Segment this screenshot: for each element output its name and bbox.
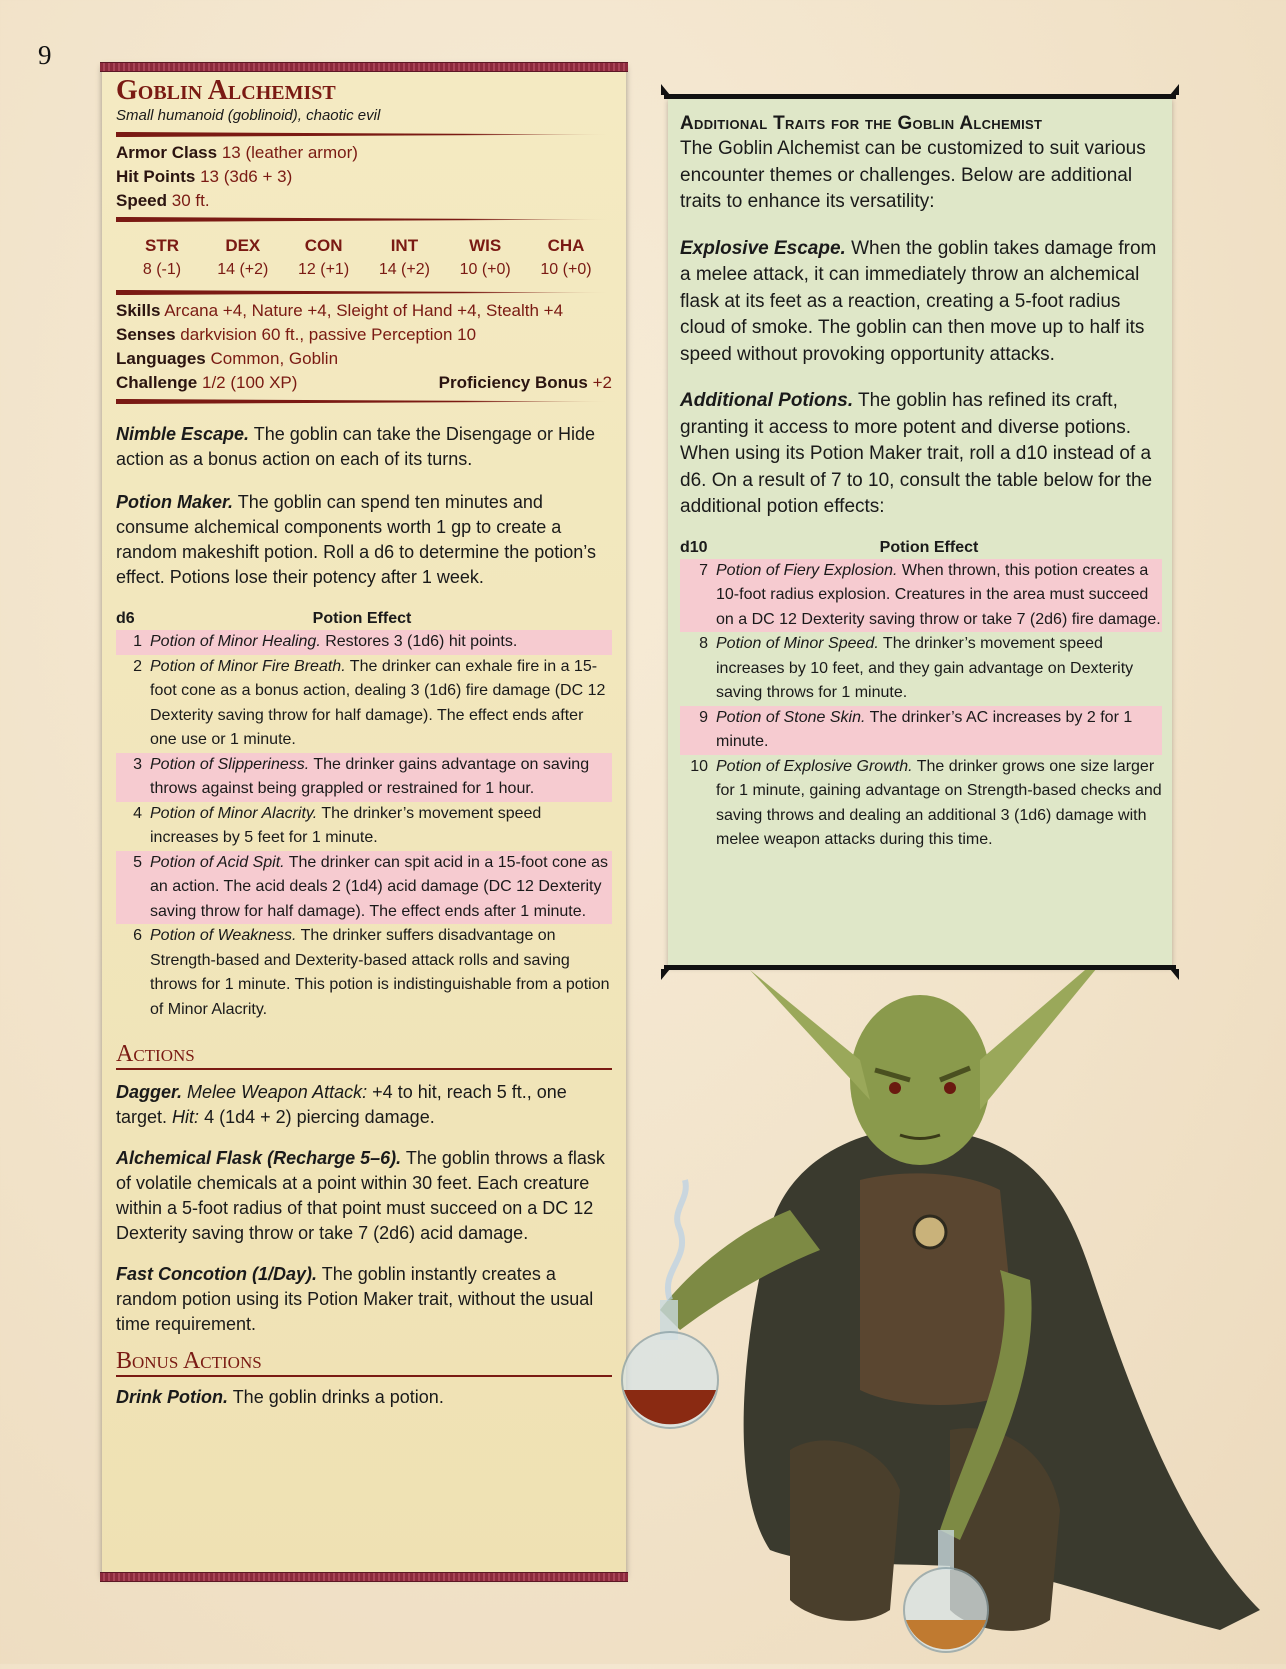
flask-right-liquid xyxy=(906,1620,986,1649)
goblin-eye-left xyxy=(889,1082,901,1094)
hit-points: Hit Points 13 (3d6 + 3) xyxy=(116,167,293,186)
table-row: 1 Potion of Minor Healing. Restores 3 (1d6) hit points. xyxy=(116,630,612,655)
bonus-action-drink-potion: Drink Potion. The goblin drinks a potion. xyxy=(116,1387,444,1407)
sidebar-potion-table xyxy=(680,559,1162,853)
action-dagger: Dagger. Melee Weapon Attack: +4 to hit, reach 5 ft., one target. Hit: 4 (1d4 + 2) piercing damage. xyxy=(116,1082,567,1127)
goblin-eye-right xyxy=(944,1082,956,1094)
actions-heading: Actions xyxy=(116,1040,612,1070)
divider xyxy=(116,217,612,222)
goblin-ear-left xyxy=(750,970,870,1100)
skills: Skills Arcana +4, Nature +4, Sleight of Hand +4, Stealth +4 xyxy=(116,301,564,320)
goblin-leg-left xyxy=(790,1440,900,1621)
trait-nimble-escape: Nimble Escape. The goblin can take the Disengage or Hide action as a bonus action on each of its turns. xyxy=(116,424,595,469)
divider xyxy=(116,399,612,404)
sidebar-table-header: d10 Potion Effect xyxy=(680,538,979,556)
trait-potion-maker: Potion Maker. The goblin can spend ten minutes and consume alchemical components worth 1 gp to create a random makeshift potion. Roll a d6 to determine the potion’s effect. Potions lose their potency after 1 week. xyxy=(116,492,596,587)
pendant-icon xyxy=(914,1216,946,1248)
flask-left-liquid xyxy=(624,1390,716,1424)
trait-additional-potions: Additional Potions. The goblin has refined its craft, granting it access to more potent and diverse potions. When using its Potion Maker trait, roll a d10 instead of a d6. On a result of 7 to 10, consult the table below for the additional potion effects: xyxy=(680,390,1153,517)
ability-int: INT 14 (+2) xyxy=(378,236,430,278)
table-row: 4 Potion of Minor Alacrity. The drinker’s movement speed increases by 5 feet for 1 minute. xyxy=(133,804,542,846)
trait-explosive-escape: Explosive Escape. When the goblin takes damage from a melee attack, it can immediately throw an alchemical flask at its feet as a reaction, creating a 5-foot radius cloud of smoke. The goblin can then move up to half its speed without provoking opportunity attacks. xyxy=(680,237,1157,365)
table-row: 2 Potion of Minor Fire Breath. The drinker can exhale fire in a 15-foot cone as a bonus action, dealing 3 (1d6) fire damage (DC 12 Dexterity saving throw for half damage). The effect ends after one use or 1 minute. xyxy=(133,657,606,748)
ability-wis: WIS 10 (+0) xyxy=(459,236,511,278)
bonus-actions-heading: Bonus Actions xyxy=(116,1347,612,1377)
page-number: 9 xyxy=(38,40,52,70)
table-row: 8 Potion of Minor Speed. The drinker’s movement speed increases by 10 feet, and they gain advantage on Dexterity saving throws for 1 minute. xyxy=(699,635,1134,701)
sidebar-top-edge xyxy=(664,94,1176,99)
table-row: 10 Potion of Explosive Growth. The drinker grows one size larger for 1 minute, gaining advantage on Strength-based checks and saving throws and dealing an additional 3 (1d6) damage with melee weapon attacks during this time. xyxy=(690,757,1162,848)
flask-neck-right xyxy=(938,1530,954,1570)
senses: Senses darkvision 60 ft., passive Perception 10 xyxy=(116,325,477,344)
action-alchemical-flask: Alchemical Flask (Recharge 5–6). The goblin throws a flask of volatile chemicals at a point within 30 feet. Each creature within a 5-foot radius of that point must succeed on a DC 12 Dexterity saving throw or take 7 (2d6) acid damage. xyxy=(116,1148,605,1243)
divider xyxy=(116,290,612,295)
languages: Languages Common, Goblin xyxy=(116,349,339,368)
goblin-ear-right xyxy=(980,970,1120,1110)
divider xyxy=(116,132,612,137)
sidebar-additional-traits xyxy=(668,98,1172,966)
table-row: 9 Potion of Stone Skin. The drinker’s AC increases by 2 for 1 minute. xyxy=(680,706,1162,755)
goblin-vest xyxy=(860,1173,1020,1405)
ability-str: STR 8 (-1) xyxy=(142,236,182,278)
armor-class: Armor Class 13 (leather armor) xyxy=(116,143,358,162)
table-row: 5 Potion of Acid Spit. The drinker can spit acid in a 15-foot cone as an action. The acid deals 2 (1d4) acid damage (DC 12 Dexterity saving throw for half damage). The effect ends after 1 minute. xyxy=(116,851,612,925)
goblin-alchemist-illustration xyxy=(620,970,1286,1664)
challenge: Challenge 1/2 (100 XP) xyxy=(116,373,298,392)
table-row: 6 Potion of Weakness. The drinker suffers disadvantage on Strength-based and Dexterity-based attack rolls and saving throws for 1 minute. This potion is indistinguishable from a potion of Minor Alacrity. xyxy=(133,927,610,1018)
stat-block-bottom-border xyxy=(100,1572,628,1582)
potion-table-header: d6 Potion Effect xyxy=(116,610,412,627)
challenge-row xyxy=(116,371,612,395)
stat-block xyxy=(102,66,626,1578)
proficiency-bonus: Proficiency Bonus +2 xyxy=(438,373,612,392)
table-row: 3 Potion of Slipperiness. The drinker gains advantage on saving throws against being grappled or restrained for 1 hour. xyxy=(116,753,612,802)
ability-cha: CHA 10 (+0) xyxy=(540,236,592,278)
speed: Speed 30 ft. xyxy=(116,191,210,210)
potion-table xyxy=(116,630,612,1022)
smoke-wisp xyxy=(668,1180,686,1300)
sidebar-intro: The Goblin Alchemist can be customized to suit various encounter themes or challenges. Below are additional traits to enhance its versatility: xyxy=(680,138,1146,212)
stat-block-top-border xyxy=(100,62,628,72)
table-row: 7 Potion of Fiery Explosion. When thrown, this potion creates a 10-foot radius explosion. Creatures in the area must succeed on a DC 12 Dexterity saving throw or take 7 (2d6) fire damage. xyxy=(680,559,1162,633)
ability-con: CON 12 (+1) xyxy=(298,236,350,278)
monster-name: Goblin Alchemist xyxy=(116,75,336,106)
action-fast-concotion: Fast Concotion (1/Day). The goblin instantly creates a random potion using its Potion Maker trait, without the usual time requirement. xyxy=(116,1264,594,1334)
monster-type: Small humanoid (goblinoid), chaotic evil xyxy=(116,107,381,124)
ability-dex: DEX 14 (+2) xyxy=(217,236,269,278)
sidebar-title: Additional Traits for the Goblin Alchemist xyxy=(680,113,1043,134)
ability-scores xyxy=(116,226,612,286)
